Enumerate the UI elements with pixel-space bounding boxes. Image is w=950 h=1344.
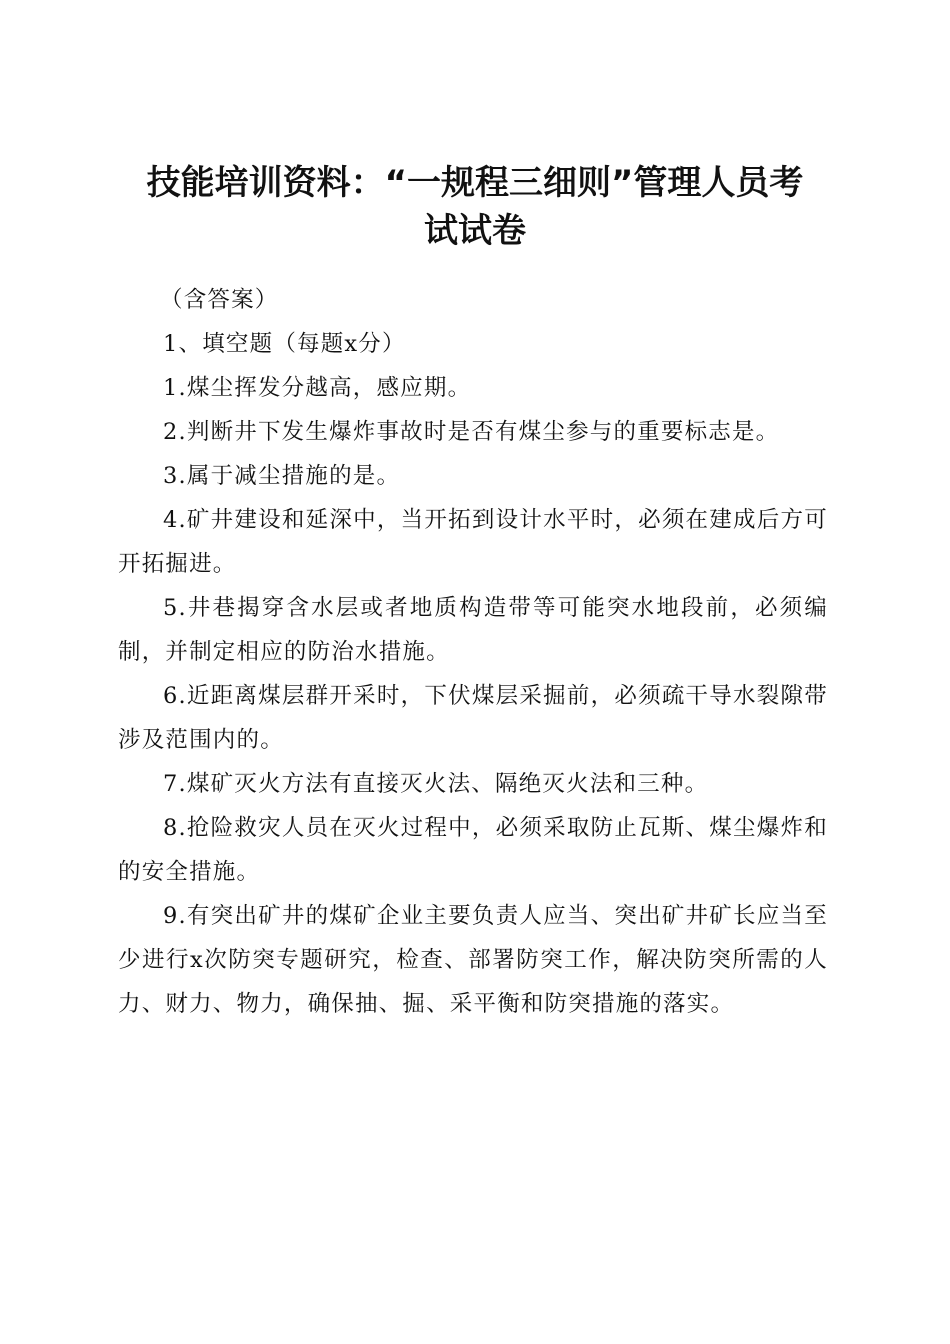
title-line-2: 试试卷 <box>424 210 526 251</box>
title-line-1: 技能培训资料：“一规程三细则”管理人员考 <box>146 162 804 203</box>
question-7: 7.煤矿灭火方法有直接灭火法、隔绝灭火法和三种。 <box>163 771 709 797</box>
question-1: 1.煤尘挥发分越高，感应期。 <box>163 375 472 401</box>
section-heading: 1、填空题（每题x分） <box>163 331 406 357</box>
document-body <box>118 278 828 1026</box>
answer-note: （含答案） <box>160 287 279 313</box>
question-8: 8.抢险救灾人员在灭火过程中，必须采取防止瓦斯、煤尘爆炸和的安全措施。 <box>118 815 828 885</box>
page-title <box>110 159 840 255</box>
question-2: 2.判断井下发生爆炸事故时是否有煤尘参与的重要标志是。 <box>163 419 780 445</box>
question-4: 4.矿井建设和延深中，当开拓到设计水平时，必须在建成后方可开拓掘进。 <box>118 507 828 577</box>
question-6: 6.近距离煤层群开采时，下伏煤层采掘前，必须疏干导水裂隙带涉及范围内的。 <box>118 683 828 753</box>
question-5: 5.井巷揭穿含水层或者地质构造带等可能突水地段前，必须编制，并制定相应的防治水措施。 <box>118 595 828 665</box>
question-9: 9.有突出矿井的煤矿企业主要负责人应当、突出矿井矿长应当至少进行x次防突专题研究，检查、部署防突工作，解决防突所需的人力、财力、物力，确保抽、掘、采平衡和防突措施的落实。 <box>118 903 828 1017</box>
question-3: 3.属于减尘措施的是。 <box>163 463 401 489</box>
